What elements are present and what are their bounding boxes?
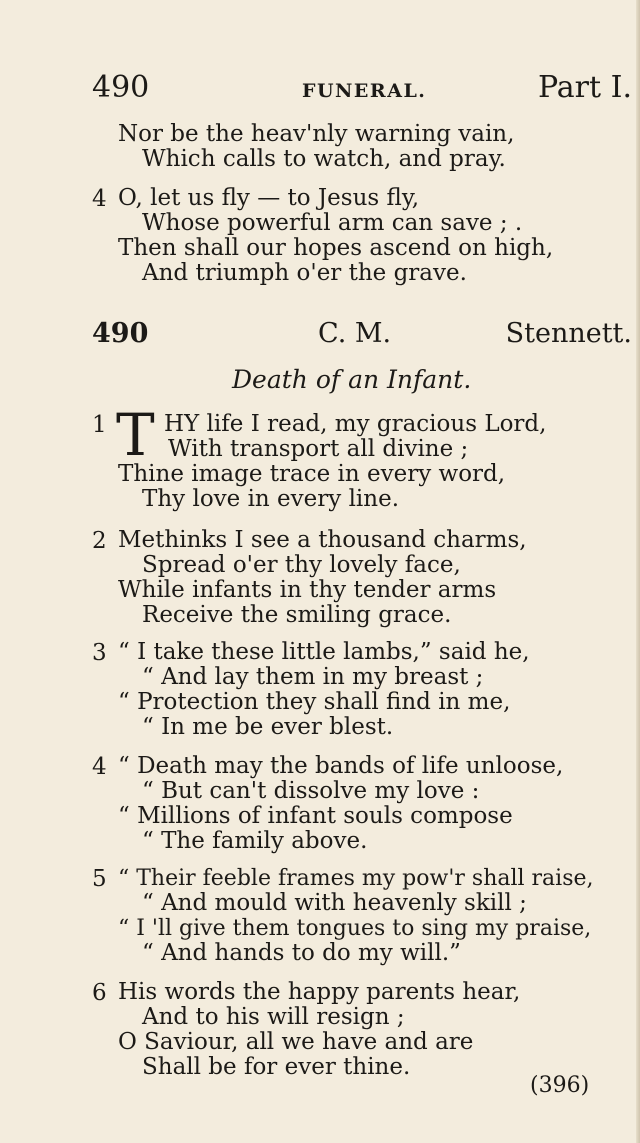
verse-line: “ And hands to do my will.” <box>142 940 461 966</box>
page-edge <box>636 0 640 1143</box>
verse-number: 5 <box>92 866 107 892</box>
verse-line: “ But can't dissolve my love : <box>142 778 480 804</box>
hymn-title: Death of an Infant. <box>232 365 472 394</box>
verse-line: Spread o'er thy lovely face, <box>142 552 461 578</box>
verse-line: “ And lay them in my breast ; <box>142 664 484 690</box>
verse-line: And to his will resign ; <box>142 1004 405 1030</box>
verse-line: O, let us fly — to Jesus fly, <box>118 185 420 211</box>
verse-line: Methinks I see a thousand charms, <box>118 527 527 553</box>
verse-line: Nor be the heav'nly warning vain, <box>118 121 515 147</box>
verse-line: “ Protection they shall find in me, <box>118 689 511 715</box>
verse-number: 3 <box>92 640 107 666</box>
verse-line: O Saviour, all we have and are <box>118 1029 474 1055</box>
page-header <box>92 70 632 110</box>
verse-number: 2 <box>92 528 107 554</box>
verse-line: Whose powerful arm can save ; . <box>142 210 523 236</box>
running-title: FUNERAL. <box>302 80 427 102</box>
verse-line: “ Death may the bands of life unloose, <box>118 753 564 779</box>
verse-line: “ The family above. <box>142 828 368 854</box>
verse-line: “ Millions of infant souls compose <box>118 803 513 829</box>
verse-line: “ In me be ever blest. <box>142 714 394 740</box>
verse-line: “ I 'll give them tongues to sing my praise, <box>118 916 592 941</box>
verse-line: HY life I read, my gracious Lord, <box>164 411 547 437</box>
part-label: Part I. <box>537 70 632 105</box>
verse-number: 4 <box>92 754 107 780</box>
drop-cap: T <box>116 401 155 469</box>
verse-line: Which calls to watch, and pray. <box>142 146 506 172</box>
signature-mark: (396) <box>530 1073 590 1098</box>
verse-line: Shall be for ever thine. <box>142 1054 411 1080</box>
verse-line: Receive the smiling grace. <box>142 602 452 628</box>
verse-line: “ Their feeble frames my pow'r shall raise, <box>118 866 594 891</box>
verse-line: While infants in thy tender arms <box>118 577 497 603</box>
hymn-number: 490 <box>92 318 149 349</box>
verse-line: With transport all divine ; <box>168 436 469 462</box>
hymn-heading <box>92 318 632 352</box>
verse-line: “ I take these little lambs,” said he, <box>118 639 530 665</box>
page-number: 490 <box>92 70 150 105</box>
verse-number: 4 <box>92 186 107 212</box>
verse-line: Thy love in every line. <box>142 486 400 512</box>
verse-line: “ And mould with heavenly skill ; <box>142 890 527 916</box>
verse-line: Thine image trace in every word, <box>118 461 506 487</box>
verse-line: Then shall our hopes ascend on high, <box>118 235 554 261</box>
verse-number: 1 <box>92 412 107 438</box>
hymn-author: Stennett. <box>505 318 632 349</box>
verse-line: And triumph o'er the grave. <box>142 260 467 286</box>
verse-number: 6 <box>92 980 107 1006</box>
hymn-meter: C. M. <box>318 318 392 349</box>
verse-line: His words the happy parents hear, <box>118 979 521 1005</box>
